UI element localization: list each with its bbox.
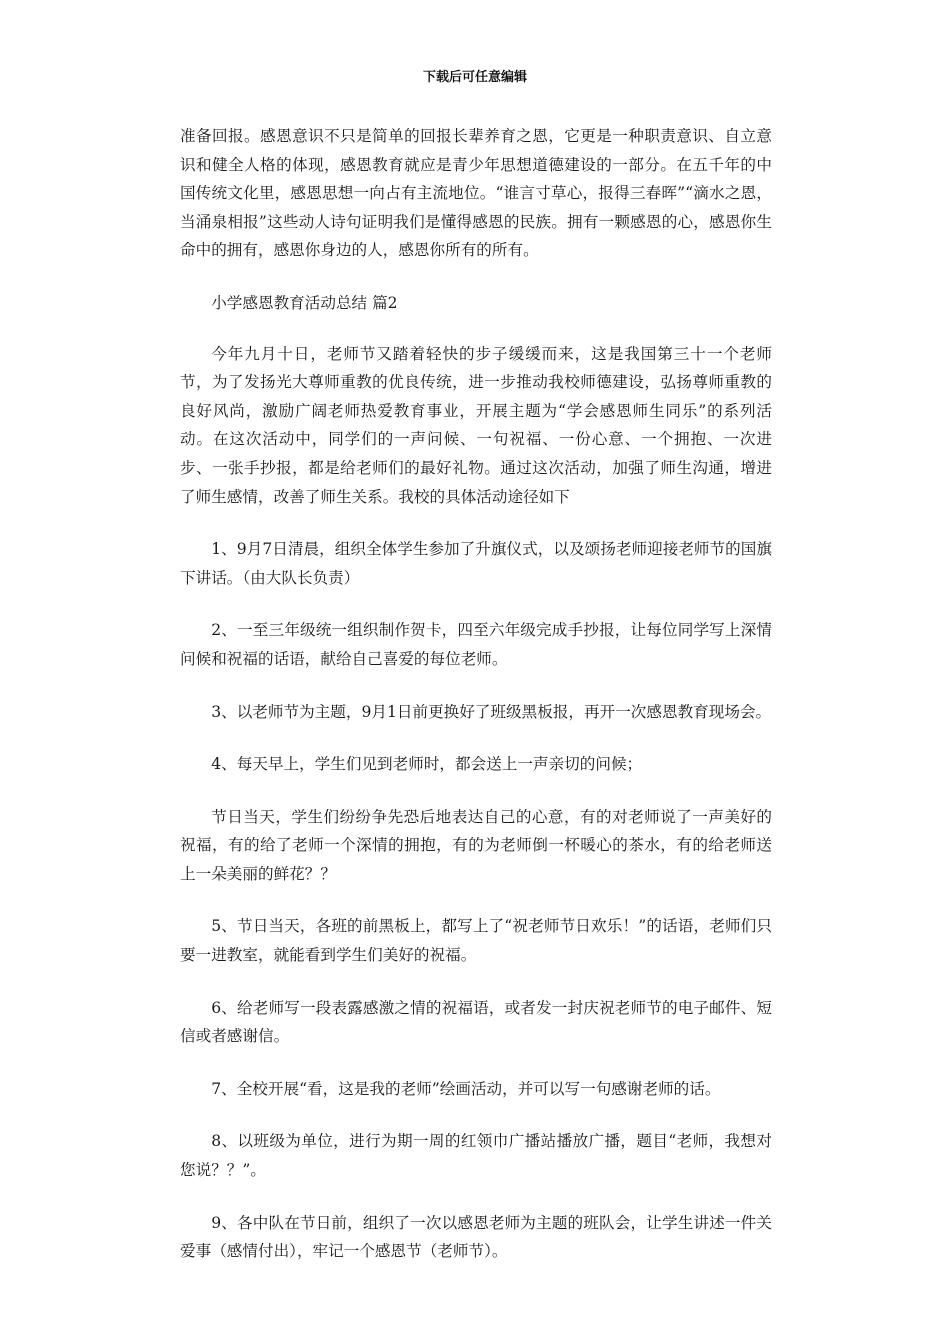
- list-item-8: 8、以班级为单位，进行为期一周的红领巾广播站播放广播，题目“老师，我想对您说？？”。: [180, 1132, 772, 1180]
- paragraph-intro-continuation: 准备回报。感恩意识不只是简单的回报长辈养育之恩，它更是一种职责意识、自立意识和健全人格的体现，感恩教育就应是青少年思想道德建设的一部分。在五千年的中国传统文化里，感恩思想一向占有主流地位。“谁言寸草心，报得三春晖”“滴水之恩，当涌泉相报”这些动人诗句证明我们是懂得感恩的民族。拥有一颗感恩的心，感恩你生命中的拥有，感恩你身边的人，感恩你所有的所有。: [180, 127, 772, 260]
- list-item-5: 5、节日当天，各班的前黑板上，都写上了“祝老师节日欢乐！”的话语，老师们只要一进教室，就能看到学生们美好的祝福。: [180, 917, 772, 965]
- list-item-1: 1、9月7日清晨，组织全体学生参加了升旗仪式，以及颂扬老师迎接老师节的国旗下讲话。（由大队长负责）: [180, 540, 772, 587]
- list-item-4: 4、每天早上，学生们见到老师时，都会送上一声亲切的问候；: [211, 755, 643, 774]
- paragraph-overview: 今年九月十日，老师节又踏着轻快的步子缓缓而来，这是我国第三十一个老师节，为了发扬光大尊师重教的优良传统，进一步推动我校师德建设，弘扬尊师重教的良好风尚，激励广阔老师热爱教育事业，开展主题为“学会感恩师生同乐”的系列活动。在这次活动中，同学们的一声问候、一句祝福、一份心意、一个拥抱、一次进步、一张手抄报，都是给老师们的最好礼物。通过这次活动，加强了师生沟通，增进了师生感情，改善了师生关系。我校的具体活动途径如下: [180, 344, 772, 506]
- list-item-9: 9、各中队在节日前，组织了一次以感恩老师为主题的班队会，让学生讲述一件关爱事（感情付出），牢记一个感恩节（老师节）。: [180, 1213, 772, 1261]
- document-body: [180, 122, 772, 1290]
- list-item-3: 3、以老师节为主题，9月1日前更换好了班级黑板报，再开一次感恩教育现场会。: [211, 702, 772, 721]
- section-heading: 小学感恩教育活动总结 篇2: [211, 293, 398, 312]
- list-item-6: 6、给老师写一段表露感激之情的祝福语，或者发一封庆祝老师节的电子邮件、短信或者感谢信。: [180, 998, 772, 1046]
- list-item-7: 7、全校开展“看，这是我的老师”绘画活动，并可以写一句感谢老师的话。: [211, 1079, 721, 1098]
- paragraph-festival-day: 节日当天，学生们纷纷争先恐后地表达自己的心意，有的对老师说了一声美好的祝福，有的给了老师一个深情的拥抱，有的为老师倒一杯暖心的茶水，有的给老师送上一朵美丽的鲜花？？: [180, 807, 772, 883]
- page-header-note: 下载后可任意编辑: [422, 70, 527, 85]
- list-item-2: 2、一至三年级统一组织制作贺卡，四至六年级完成手抄报，让每位同学写上深情问候和祝福的话语，献给自己喜爱的每位老师。: [180, 621, 772, 668]
